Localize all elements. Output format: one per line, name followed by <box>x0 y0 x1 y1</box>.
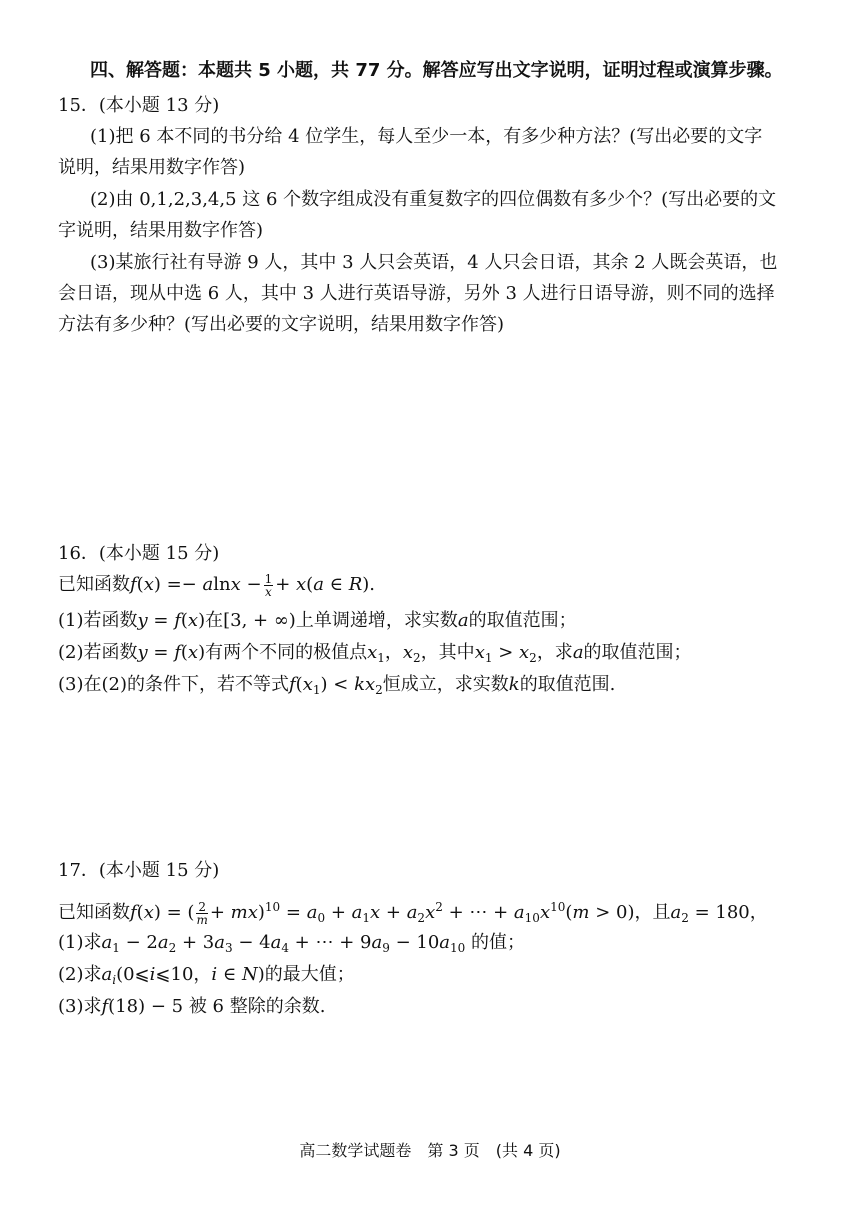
q15-part2-line1: (2)由 0,1,2,3,4,5 这 6 个数字组成没有重复数字的四位偶数有多少个？(写出必要的文 <box>90 189 777 210</box>
q16-intro: 已知函数f(x) =− alnx − $\frac{1}{x}$ + x(a ∈ R). <box>58 571 376 599</box>
q15-part1-line1: (1)把 6 本不同的书分给 4 位学生，每人至少一本，有多少种方法？(写出必要的文字 <box>90 126 763 147</box>
q17-title: 17．(本小题 15 分) <box>58 860 220 881</box>
q16-part3: (3)在(2)的条件下，若不等式$f(x_1) < kx_2$恒成立，求实数k的取值范围. <box>58 674 616 697</box>
q17-part3: (3)求f(18) − 5 被 6 整除的余数. <box>58 996 326 1017</box>
q15-part3-line1: (3)某旅行社有导游 9 人，其中 3 人只会英语，4 人只会日语，其余 2 人既会英语，也 <box>90 252 778 273</box>
q16-part2: (2)若函数y = f(x)有两个不同的极值点$x_1$，$x_2$，其中$x_1 > x_2$，求a的取值范围； <box>58 642 692 665</box>
q15-part2-line2: 字说明，结果用数字作答) <box>58 220 264 241</box>
q15-part1-line2: 说明，结果用数字作答) <box>58 157 246 178</box>
section-header: 四、解答题：本题共 5 小题，共 77 分。解答应写出文字说明，证明过程或演算步骤。 <box>90 60 783 81</box>
fraction-two-over-m: $\frac{2}{m}$ <box>196 899 208 927</box>
q16-part1: (1)若函数y = f(x)在[3, + ∞)上单调递增，求实数a的取值范围； <box>58 610 577 631</box>
q16-title: 16．(本小题 15 分) <box>58 543 220 564</box>
fraction-one-over-x: $\frac{1}{x}$ <box>264 571 273 599</box>
q17-intro: 已知函数f(x) = ( $\frac{2}{m}$ + $mx)^{10} = a_0 + a_1x + a_2x^2$ + ⋯ + $a_{10}x^{10}(m > 0)$，且$a_2 = 180$， <box>58 899 768 927</box>
page-footer: 高二数学试题卷 第 3 页 (共 4 页) <box>299 1141 561 1160</box>
q15-part3-line2: 会日语，现从中选 6 人，其中 3 人进行英语导游，另外 3 人进行日语导游，则不同的选择 <box>58 283 775 304</box>
q17-part2: (2)求$a_i(0⩽i⩽10$，i ∈ N)的最大值； <box>58 964 355 987</box>
q16-function-def: f <box>130 574 137 595</box>
q17-part1: (1)求$a_1 - 2a_2 + 3a_3 - 4a_4$ + ⋯ + $9a_9 - 10a_{10}$ 的值； <box>58 932 526 955</box>
q15-title: 15．(本小题 13 分) <box>58 95 220 116</box>
q15-part3-line3: 方法有多少种？(写出必要的文字说明，结果用数字作答) <box>58 314 505 335</box>
